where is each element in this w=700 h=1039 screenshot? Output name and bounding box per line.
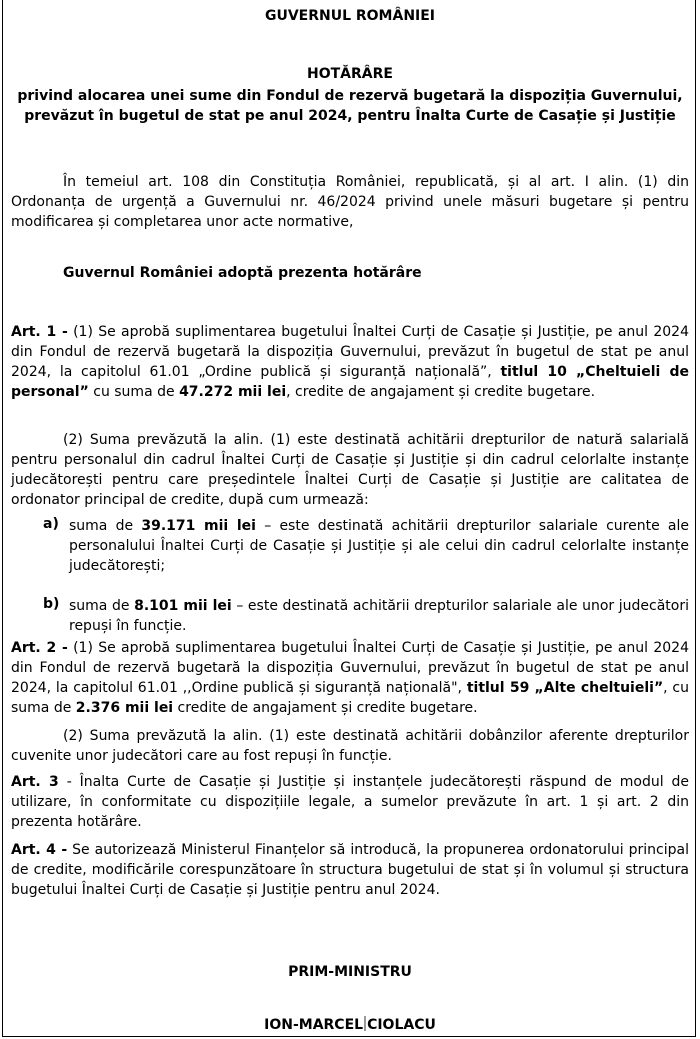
signature-name: [3, 1016, 697, 1033]
text-cursor: [364, 1016, 366, 1031]
art2-paragraph1: [11, 638, 689, 718]
art4-label: Art. 4 -: [11, 842, 68, 858]
subtitle-line-1: privind alocarea unei sume din Fondul de rezervă bugetară la dispoziția Guvernului,: [17, 88, 683, 104]
art3-text: - Înalta Curte de Casație și Justiție și instanțele judecătorești răspund de modul de utilizare, în conformitate cu dispozițiile legale, a sumelor prevăzute în art. 1 și art. 2 din prezenta hotărâre.: [11, 774, 689, 830]
signature-last-name: CIOLACU: [367, 1017, 436, 1033]
art2-paragraph2: (2) Suma prevăzută la alin. (1) este destinată achitării dobânzilor aferente drepturilor cuvenite unor judecători care au fost repuși în funcție.: [11, 728, 689, 764]
art1-item-a-rest: – este destinată achitării drepturilor salariale curente ale personalului Înaltei Curți de Casație și Justiție și ale celui din cadrul celorlalte instanțe judecătorești;: [69, 518, 689, 574]
government-header: GUVERNUL ROMÂNIEI: [264, 8, 436, 24]
art1-item-a-label: a): [43, 516, 59, 532]
art1-item-a-prefix: suma de: [69, 518, 142, 534]
art1-p1-amount: 47.272 mii lei: [179, 384, 287, 400]
art1-p1-title: titlul 10 „Cheltuieli de personal”: [11, 364, 690, 400]
adoption-statement: Guvernul României adoptă prezenta hotărâre: [63, 265, 422, 281]
subtitle-line-2: prevăzut în bugetul de stat pe anul 2024, pentru Înalta Curte de Casație și Justiție: [24, 108, 676, 124]
art1-item-a-text: [69, 516, 689, 576]
art4-text: Se autorizează Ministerul Finanțelor să introducă, la propunerea ordonatorului principal de credite, modificările corespunzătoare în structura bugetului de stat și în volumul și structura bugetului Înaltei Curți de Casație și Justiție pentru anul 2024.: [11, 842, 689, 898]
art1-paragraph1: [11, 322, 689, 402]
art1-p1-text-c: cu suma de: [88, 384, 180, 400]
art1-item-b-amount: 8.101 mii lei: [134, 598, 232, 614]
document-subtitle: [3, 86, 697, 126]
art3-paragraph: [11, 772, 689, 832]
art3-label: Art. 3: [11, 774, 59, 790]
art1-item-b-text: [69, 596, 689, 636]
art1-item-b-label: b): [43, 596, 60, 612]
signature-role: PRIM-MINISTRU: [288, 964, 412, 980]
art2-p1-text-c: , cu suma de: [11, 680, 689, 716]
art1-item-a-amount: 39.171 mii lei: [141, 518, 256, 534]
document-type-title: HOTĂRÂRE: [307, 66, 393, 82]
art1-item-b-prefix: suma de: [69, 598, 135, 614]
document-page: [2, 0, 696, 1037]
art1-item-b-rest: – este destinată achitării drepturilor salariale ale unor judecători repuși în funcție.: [69, 598, 689, 634]
art2-p1-text-e: credite de angajament și credite bugetare.: [173, 700, 478, 716]
art1-p1-text-a: (1) Se aprobă suplimentarea bugetului Înaltei Curți de Casație și Justiție, pe anul 2024 din Fondul de rezervă bugetară la dispoziția Guvernului, prevăzut în bugetul de stat pe anul 2024, la capitolul 61.01 „Ordine publică și siguranță națională”,: [11, 324, 689, 380]
art2-p1-amount: 2.376 mii lei: [75, 700, 174, 716]
art1-p1-text-e: , credite de angajament și credite bugetare.: [286, 384, 596, 400]
art4-paragraph: [11, 840, 689, 900]
preamble-paragraph: În temeiul art. 108 din Constituția României, republicată, și al art. I alin. (1) din Ordonanța de urgență a Guvernului nr. 46/2024 privind unele măsuri bugetare și pentru modificarea și completarea unor acte normative,: [11, 174, 689, 230]
art1-label: Art. 1 -: [11, 324, 68, 340]
signature-first-name: ION-MARCEL: [264, 1017, 364, 1033]
art2-label: Art. 2 -: [11, 640, 68, 656]
art1-paragraph2: (2) Suma prevăzută la alin. (1) este destinată achitării drepturilor de natură salarială pentru personalul din cadrul Înaltei Curți de Casație și Justiție și din cadrul celorlalte instanțe judecătorești pentru care președintele Înaltei Curți de Casație și Justiție are calitatea de ordonator principal de credite, după cum urmează:: [11, 432, 689, 508]
art2-p1-title: titlul 59 „Alte cheltuieli”: [466, 680, 664, 696]
art2-p1-text-a: (1) Se aprobă suplimentarea bugetului Înaltei Curți de Casație și Justiție, pe anul 2024 din Fondul de rezervă bugetară la dispoziția Guvernului, prevăzut în bugetul de stat pe anul 2024, la capitolul 61.01 ,,Ordine publică și siguranță națională",: [11, 640, 689, 696]
